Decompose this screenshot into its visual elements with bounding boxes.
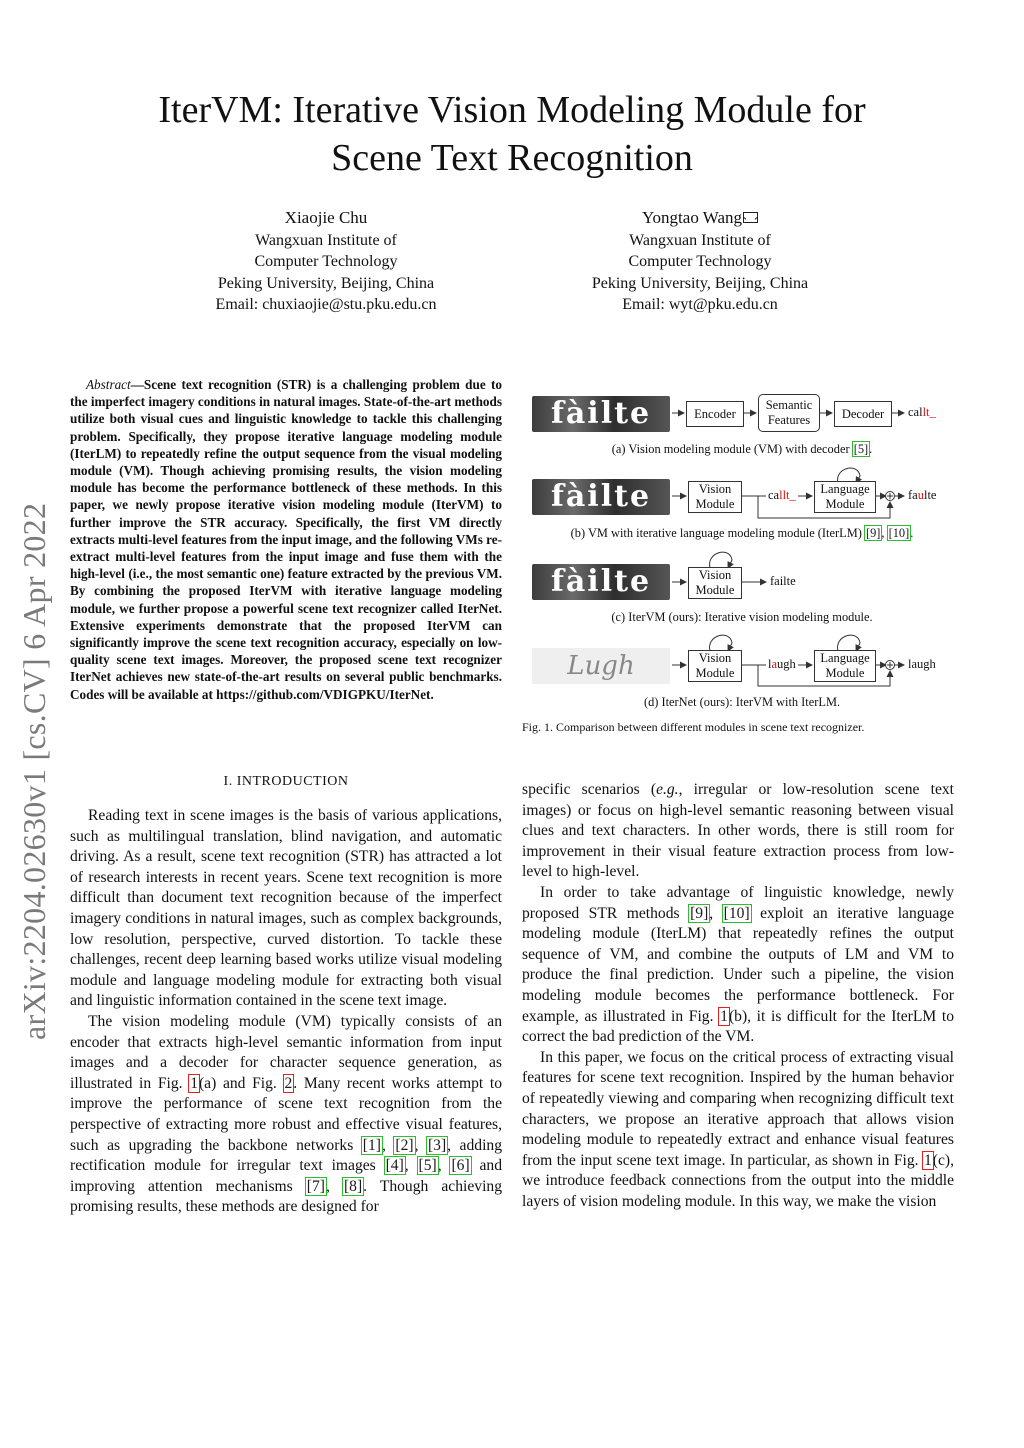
citation-link[interactable]: [5] <box>418 1157 437 1175</box>
encoder-box: Encoder <box>686 401 744 427</box>
author-block-1 <box>176 207 476 316</box>
section-heading-introduction <box>70 774 502 790</box>
author-email[interactable]: Email: wyt@pku.edu.cn <box>622 296 778 313</box>
author-block-2 <box>550 207 850 316</box>
citation-link[interactable]: [2] <box>395 1136 414 1154</box>
output-label: callt_ <box>908 405 936 419</box>
paper-title <box>100 86 924 182</box>
abstract <box>70 376 502 703</box>
scene-text-image: fàilte <box>532 564 670 600</box>
citation-link[interactable]: [10] <box>723 904 750 922</box>
figure-1 <box>522 380 962 740</box>
citation-link[interactable]: [6] <box>451 1157 470 1175</box>
paragraph: specific scenarios (e.g., irregular or low-resolution scene text images) or focus on high-level semantic reasoning between visual clues and text characters. In other words, there is still room for improvement in their visual feature extraction process from low-level to high-level. <box>522 781 954 881</box>
intermediate-label: callt_ <box>768 488 796 502</box>
output-label: laugh <box>908 657 936 671</box>
subcaption-d: (d) IterNet (ours): IterVM with IterLM. <box>643 695 841 709</box>
vision-module-box: Vision Module <box>688 567 742 599</box>
intermediate-label: laugh <box>768 657 796 671</box>
citation-link[interactable]: [7] <box>306 1177 325 1195</box>
figure-link[interactable]: 1 <box>923 1151 932 1169</box>
scene-text-image: fàilte <box>532 396 670 432</box>
language-module-box: Language Module <box>814 650 876 682</box>
citation-link[interactable]: [9] <box>690 904 709 922</box>
figure-caption: Fig. 1. Comparison between different modules in scene text recognizer. <box>522 720 865 734</box>
section-number: I. <box>223 774 233 789</box>
abstract-lead: Abstract <box>86 377 131 392</box>
vision-module-box: Vision Module <box>688 650 742 682</box>
author-affiliation: Computer Technology <box>254 253 398 270</box>
paragraph: Reading text in scene images is the basis of various applications, such as multilingual translation, blind navigation, and automatic driving. As a result, scene text recognition (STR) has attracted a lot of research interests in recent years. Scene text recognition is more difficult than document text recognition because of the imperfect imagery conditions in natural images, such as complex backgrounds, low resolution, perspective, curved distortion. To tackle these challenges, recent deep learning based works utilize visual modeling module and language modeling module for extracting both visual and linguistic information contained in the scene text image. <box>70 807 502 1010</box>
citation-link[interactable]: [8] <box>343 1177 363 1195</box>
title-line-2: Scene Text Recognition <box>331 137 693 179</box>
author-affiliation: Peking University, Beijing, China <box>591 274 809 292</box>
scene-text-image: fàilte <box>532 479 670 515</box>
arxiv-stamp: arXiv:2204.02630v1 [cs.CV] 6 Apr 2022 <box>16 502 52 1040</box>
author-affiliation: Wangxuan Institute of <box>255 231 397 249</box>
author-affiliation: Computer Technology <box>628 253 772 270</box>
title-line-1: IterVM: Iterative Vision Modeling Module for <box>158 89 866 131</box>
subcaption-a: (a) Vision modeling module (VM) with decoder [5]. <box>611 442 873 456</box>
decoder-box: Decoder <box>834 401 892 427</box>
scene-text-image: Lugh <box>532 648 670 684</box>
figure-link[interactable]: 1 <box>190 1074 198 1092</box>
paragraph: The vision modeling module (VM) typically consists of an encoder that extracts high-level semantic information from input images and a decoder for character sequence generation, as illustrated in Fig. 1(a) and Fig. 2. Many recent works attempt to improve the performance of scene text recognition from the perspective of extracting more robust and effective visual features, such as upgrading the backbone networks [1], [2], [3], adding rectification module for irregular text images [4], [5], [6] and improving attention mechanisms [7], [8]. Though achieving promising results, these methods are designed for <box>70 1012 503 1216</box>
citation-link[interactable]: [1] <box>362 1136 381 1154</box>
author-email[interactable]: Email: chuxiaojie@stu.pku.edu.cn <box>215 296 437 313</box>
subcaption-c: (c) IterVM (ours): Iterative vision modeling module. <box>611 610 873 624</box>
figure-link[interactable]: 2 <box>284 1074 293 1092</box>
author-name: Xiaojie Chu <box>284 208 368 227</box>
intro-right-column <box>522 780 954 1212</box>
envelope-icon <box>743 212 758 223</box>
author-name: Yongtao Wang <box>641 208 743 227</box>
output-label: faulte <box>908 488 937 502</box>
output-label: failte <box>770 574 796 588</box>
abstract-body: —Scene text recognition (STR) is a challenging problem due to the imperfect imagery conditions in natural images. State-of-the-art methods utilize both visual cues and linguistic knowledge to tackle this challenging problem. Specifically, they propose iterative language modeling module (IterLM) to repeatedly refine the output sequence from the visual modeling module (VM). Though achieving promising results, the vision modeling module has become the performance bottleneck of these methods. In this paper, we newly propose iterative vision modeling module (IterVM) to further improve the STR accuracy. Specifically, the first VM directly extracts multi-level features from the input image, and the following VMs re-extract multi-level features from the input image and fuse them with the high-level (i.e., the most semantic one) feature extracted by the previous VM. By combining the proposed IterVM with iterative language modeling module, we further propose a powerful scene text recognizer called IterNet. Extensive experiments demonstrate that the proposed IterVM can significantly improve the scene text recognition accuracy, especially on low-quality scene text images. Moreover, the proposed scene text recognizer IterNet achieves new state-of-the-art results on several public benchmarks. Codes will be available at https://github.com/VDIGPKU/IterNet. <box>70 377 502 702</box>
author-affiliation: Wangxuan Institute of <box>629 231 771 249</box>
section-name: INTRODUCTION <box>236 774 349 789</box>
citation-link[interactable]: [3] <box>427 1136 447 1154</box>
vision-module-box: Vision Module <box>688 481 742 513</box>
author-affiliation: Peking University, Beijing, China <box>217 274 435 292</box>
language-module-box: Language Module <box>814 481 876 513</box>
subcaption-b: (b) VM with iterative language modeling module (IterLM) [9], [10]. <box>570 526 914 540</box>
semantic-features-box: Semantic Features <box>758 394 820 432</box>
paragraph: In order to take advantage of linguistic knowledge, newly proposed STR methods [9], [10] exploit an iterative language modeling module (IterLM) that repeatedly refines the output sequence of VM, and combine the outputs of LM and VM to produce the final prediction. Under such a pipeline, the vision modeling module becomes the performance bottleneck. For example, as illustrated in Fig. 1(b), it is difficult for the IterLM to correct the bad prediction of the VM. <box>522 883 954 1046</box>
intro-left-column <box>70 806 502 1218</box>
citation-link[interactable]: [4] <box>385 1157 404 1175</box>
paragraph: In this paper, we focus on the critical process of extracting visual features for scene text recognition. Inspired by the human behavior of repeatedly viewing and comparing when recognizing difficult text characters, we propose an iterative approach that allows vision modeling module to repeatedly extract and enhance visual features from the input scene text image. In particular, as shown in Fig. 1(c), we introduce feedback connections from the output into the middle layers of vision modeling module. In this way, we make the vision <box>522 1048 954 1210</box>
figure-link[interactable]: 1 <box>720 1007 728 1025</box>
